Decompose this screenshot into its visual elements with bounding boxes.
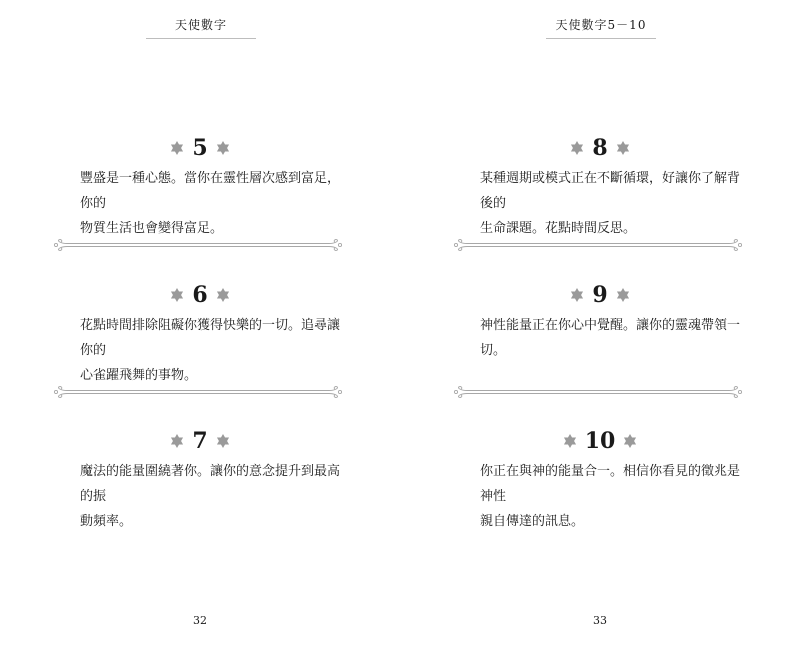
entry-text-line: 物質生活也會變得富足。: [80, 221, 224, 236]
entry-number: 6: [192, 282, 208, 308]
entry-text-line: 某種週期或模式正在不斷循環，好讓你了解背後的: [480, 171, 741, 211]
ornamental-divider: [453, 239, 743, 251]
star-icon: [623, 434, 637, 448]
entry-heading: [0, 427, 400, 455]
running-head: 天使數字5－10: [546, 16, 656, 39]
star-icon: [570, 141, 584, 155]
entry-9: [400, 281, 800, 309]
page-number: 32: [193, 614, 207, 627]
entry-text-line: 心雀躍飛舞的事物。: [80, 368, 198, 383]
entry-text-line: 生命課題。花點時間反思。: [480, 221, 637, 236]
entry-text-line: 親自傳達的訊息。: [480, 514, 585, 529]
running-head: 天使數字: [146, 16, 256, 39]
star-icon: [216, 434, 230, 448]
entry-text: [80, 166, 348, 241]
entry-text: [480, 313, 748, 363]
entry-heading: [400, 281, 800, 309]
entry-text: [80, 459, 348, 534]
entry-text: [480, 166, 748, 241]
entry-number: 5: [192, 135, 208, 161]
entry-7: [0, 427, 400, 455]
entry-text-line: 神性能量正在你心中覺醒。讓你的靈魂帶領一切。: [480, 318, 741, 358]
ornamental-divider: [53, 239, 343, 251]
entry-text-line: 豐盛是一種心態。當你在靈性層次感到富足，你的: [80, 171, 341, 211]
entry-5: [0, 134, 400, 162]
entry-10: [400, 427, 800, 455]
star-icon: [616, 288, 630, 302]
star-icon: [570, 288, 584, 302]
star-icon: [216, 288, 230, 302]
star-icon: [170, 434, 184, 448]
entry-8: [400, 134, 800, 162]
entry-number: 10: [584, 428, 616, 454]
entry-6: [0, 281, 400, 309]
entry-number: 8: [592, 135, 608, 161]
entry-heading: [400, 134, 800, 162]
entry-text: [480, 459, 748, 534]
ornamental-divider: [53, 386, 343, 398]
page-number: 33: [593, 614, 607, 627]
entry-heading: [0, 281, 400, 309]
right-page: [400, 0, 800, 649]
entry-heading: [0, 134, 400, 162]
entry-number: 9: [592, 282, 608, 308]
entry-text-line: 你正在與神的能量合一。相信你看見的徵兆是神性: [480, 464, 741, 504]
star-icon: [616, 141, 630, 155]
star-icon: [563, 434, 577, 448]
entry-text-line: 花點時間排除阻礙你獲得快樂的一切。追尋讓你的: [80, 318, 341, 358]
entry-text-line: 魔法的能量圍繞著你。讓你的意念提升到最高的振: [80, 464, 341, 504]
entry-text: [80, 313, 348, 388]
entry-number: 7: [192, 428, 208, 454]
star-icon: [170, 288, 184, 302]
entry-text-line: 動頻率。: [80, 514, 133, 529]
ornamental-divider: [453, 386, 743, 398]
entry-heading: [400, 427, 800, 455]
star-icon: [170, 141, 184, 155]
star-icon: [216, 141, 230, 155]
